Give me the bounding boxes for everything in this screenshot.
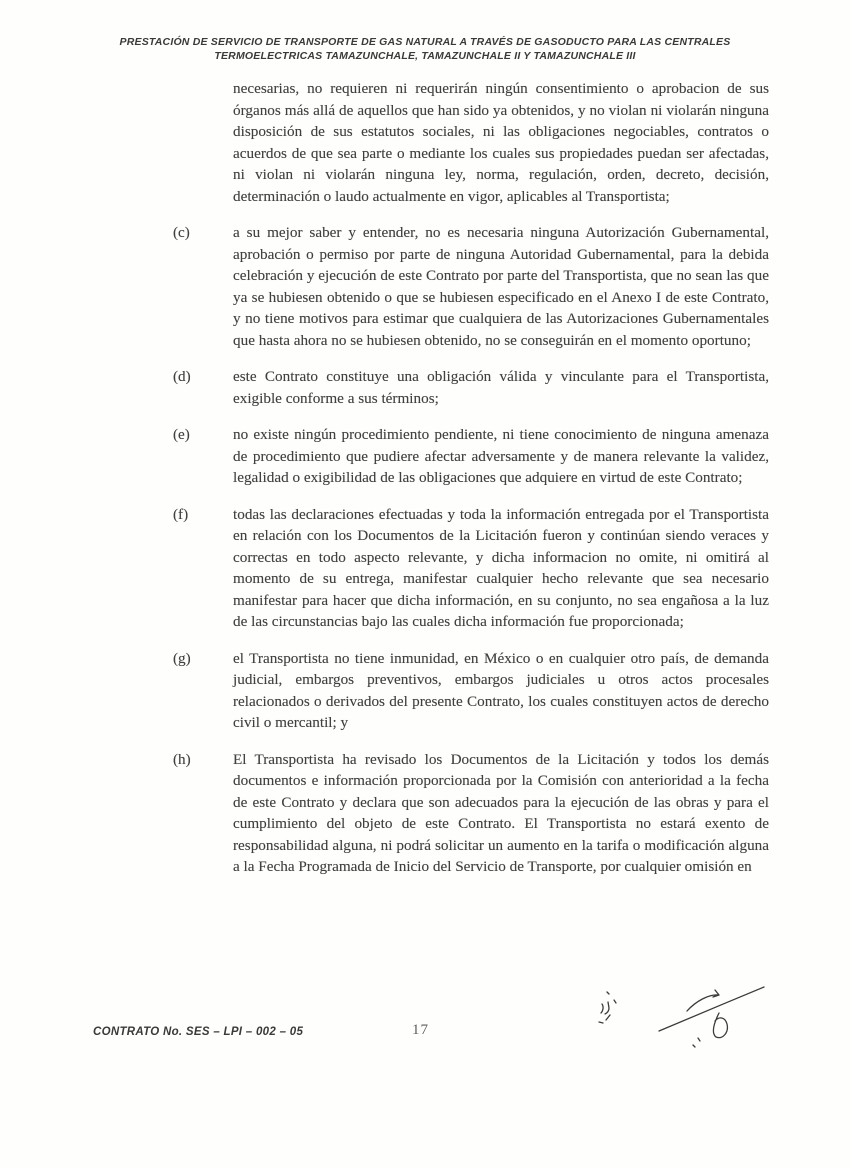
paragraph-g xyxy=(173,648,769,734)
paragraph-text: no existe ningún procedimiento pendiente, ni tiene conocimiento de ninguna amenaza de procedimiento que pudiere afectar adversamente y de manera relevante la validez, legalidad o exigibilidad de las obligaciones que adquiere en virtud de este Contrato; xyxy=(233,426,769,486)
paragraph-label: (e) xyxy=(173,426,190,443)
contract-number: CONTRATO No. SES – LPI – 002 – 05 xyxy=(93,1026,304,1038)
header-line-1: PRESTACIÓN DE SERVICIO DE TRANSPORTE DE GAS NATURAL A TRAVÉS DE GASODUCTO PARA LAS CENTRALES xyxy=(119,36,731,48)
paragraph-label: (f) xyxy=(173,505,189,523)
paragraph-h xyxy=(173,749,769,878)
paragraph-continuation xyxy=(173,78,769,207)
paragraph-label: (g) xyxy=(173,649,191,667)
paragraph-text: este Contrato constituye una obligación válida y vinculante para el Transportista, exigible conforme a sus términos; xyxy=(233,368,769,407)
paragraph-text: a su mejor saber y entender, no es necesaria ninguna Autorización Gubernamental, aprobación o permiso por parte de ninguna Autoridad Gubernamental, para la debida celebración y ejecución de este Contrato por parte del Transportista, que no sean las que ya se hubiesen obtenido o que se hubiesen especificado en el Anexo I de este Contrato, y no tiene motivos para estimar que cualquiera de las Autorizaciones Gubernamentales que hasta ahora no se hubiesen obtenido, no se conseguirán en el momento oportuno; xyxy=(233,224,769,349)
document-body xyxy=(173,78,769,893)
paragraph-f xyxy=(173,504,769,633)
paragraph-text: El Transportista ha revisado los Documentos de la Licitación y todos los demás documentos e información proporcionada por la Comisión con anterioridad a la fecha de este Contrato y declara que son adecuados para la ejecución de las obras y para el cumplimiento del objeto de este Contrato. El Transportista no estará exento de responsabilidad alguna, ni podrá solicitar un aumento en la tarifa o modificación alguna a la Fecha Programada de Inicio del Servicio de Transporte, por cualquier omisión en xyxy=(233,750,769,875)
paragraph-label: (d) xyxy=(173,368,191,385)
paragraph-d xyxy=(173,366,769,409)
signature-mark-small xyxy=(593,985,625,1031)
paragraph-label: (c) xyxy=(173,224,190,241)
signature-mark-large xyxy=(650,975,790,1065)
paragraph-text: el Transportista no tiene inmunidad, en México o en cualquier otro país, de demanda judicial, embargos preventivos, embargos judiciales u otros actos procesales relacionados o derivados del presente Contrato, los cuales constituyen actos de derecho civil o mercantil; y xyxy=(233,649,769,731)
header-line-2: TERMOELECTRICAS TAMAZUNCHALE, TAMAZUNCHALE II Y TAMAZUNCHALE III xyxy=(214,49,636,62)
paragraph-label xyxy=(173,78,233,207)
paragraph-text: todas las declaraciones efectuadas y toda la información entregada por el Transportista en relación con los Documentos de la Licitación fueron y continúan siendo veraces y correctas en todo aspecto relevante, y dicha informacion no omite, ni omitirá al momento de su entrega, manifestar cualquier hecho relevante que sea necesario manifestar para hacer que dicha información, en su conjunto, no sea engañosa a la luz de las circunstancias bajo las cuales dicha información fue proporcionada; xyxy=(233,505,769,630)
document-header xyxy=(75,36,775,63)
paragraph-e xyxy=(173,424,769,489)
paragraph-label: (h) xyxy=(173,750,191,768)
page-number: 17 xyxy=(412,1022,429,1038)
paragraph-text: necesarias, no requieren ni requerirán ningún consentimiento o aprobacion de sus órganos más allá de aquellos que han sido ya obtenidos, y no violan ni violarán ninguna disposición de sus estatutos sociales, ni las obligaciones negociables, contratos o acuerdos de que sea parte o mediante los cuales sus propiedades puedan ser afectadas, ni violan ni violarán ninguna ley, norma, regulación, orden, decreto, decisión, determinación o laudo actualmente en vigor, aplicables al Transportista; xyxy=(233,80,769,205)
paragraph-c xyxy=(173,222,769,351)
